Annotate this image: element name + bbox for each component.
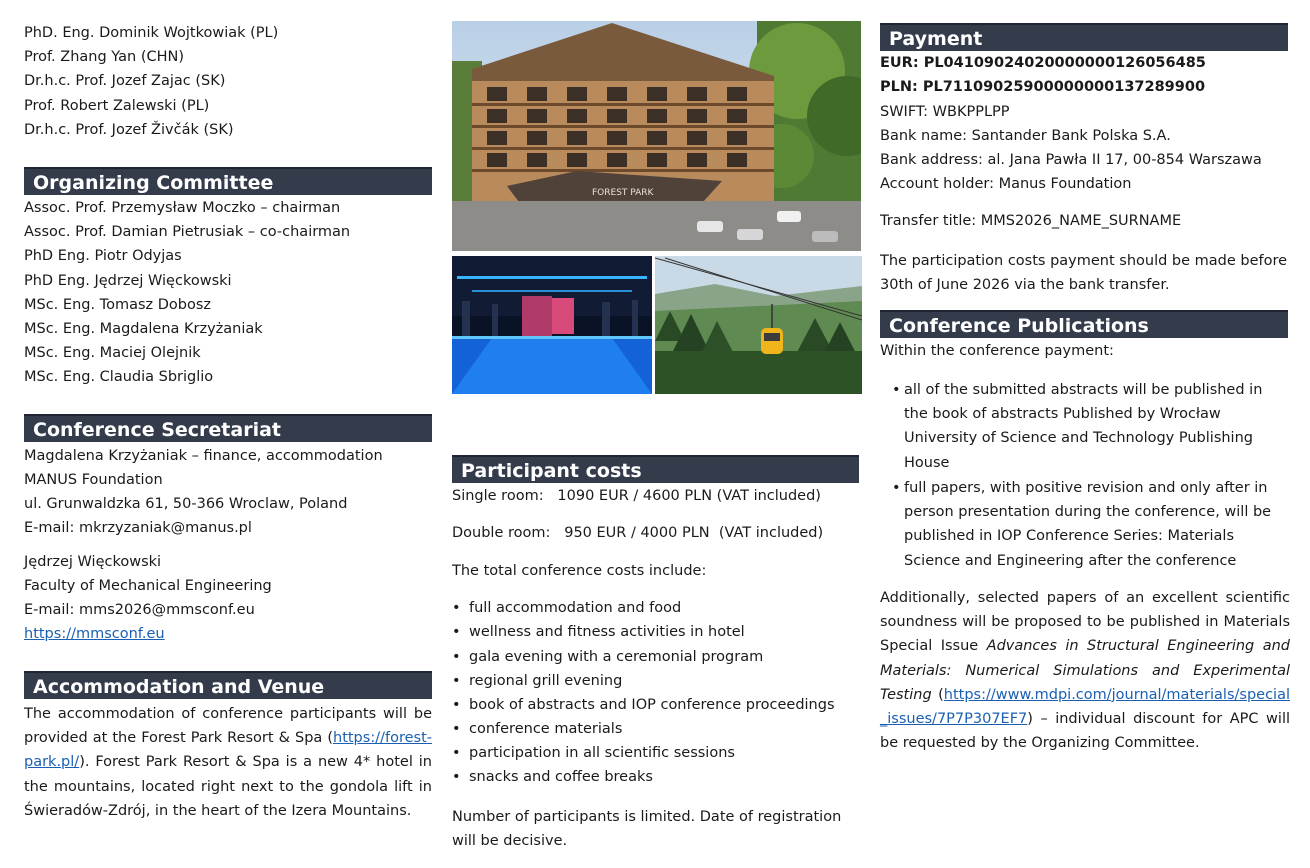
secretariat-contact-name: Magdalena Krzyżaniak – finance, accommodation [24,448,383,464]
participant-costs-heading: Participant costs [452,455,859,483]
additional-publication-text: Additionally, selected papers of an excellent scientific soundness will be proposed to be published in Materials Special Issue Advances in Structural Engineering and Materials: Numerical Simulations and Experimental Testing (https://www.mdpi.com/journal/materials/special_issues/7P7P307EF7) – individual discount for APC will be requested by the Organizing Committee. [880,590,1290,752]
scientific-member: Dr.h.c. Prof. Jozef Zajac (SK) [24,73,226,89]
costs-include-intro: The total conference costs include: [452,563,707,579]
organizing-member: MSc. Eng. Tomasz Dobosz [24,297,212,313]
hotel-photo [452,21,861,251]
scientific-member: Dr.h.c. Prof. Jozef Živčák (SK) [24,122,234,138]
organizing-member: MSc. Eng. Maciej Olejnik [24,345,201,361]
bank-name: Bank name: Santander Bank Polska S.A. [880,128,1171,144]
organizing-member: PhD Eng. Jędrzej Więckowski [24,273,232,289]
publications-heading: Conference Publications [880,310,1288,338]
publication-bullet: • full papers, with positive revision and only after in person presentation during the conference, will be published in IOP Conference Series: Materials Science and Engineering after the conference [904,476,1290,573]
hotel-sign: FOREST PARK [592,188,654,198]
secretariat-line: MANUS Foundation [24,472,163,488]
organizing-member: Assoc. Prof. Przemysław Moczko – chairman [24,200,341,216]
special-issue-title: Advances in Structural Engineering and Materials: Numerical Simulations and Experimental Testing [880,638,1290,703]
list-item: • participation in all scientific sessions [452,743,735,763]
organizing-member: MSc. Eng. Magdalena Krzyżaniak [24,321,263,337]
single-room-price: Single room: 1090 EUR / 4600 PLN (VAT included) [452,488,821,504]
mdpi-special-issue-link[interactable]: https://www.mdpi.com/journal/materials/special_issues/7P7P307EF7 [880,686,1290,728]
payment-heading: Payment [880,23,1288,51]
list-item: • wellness and fitness activities in hotel [452,622,745,642]
list-item: • full accommodation and food [452,598,681,618]
list-item: • snacks and coffee breaks [452,767,653,787]
organizing-member: Assoc. Prof. Damian Pietrusiak – co-chairman [24,224,351,240]
bank-address: Bank address: al. Jana Pawła II 17, 00-854 Warszawa [880,152,1262,168]
secretariat-email: E-mail: mms2026@mmsconf.eu [24,602,255,618]
scientific-member: Prof. Zhang Yan (CHN) [24,49,185,65]
account-holder: Account holder: Manus Foundation [880,176,1132,192]
secretariat-line: Faculty of Mechanical Engineering [24,578,272,594]
pln-account: PLN: PL71109025900000000137289900 [880,79,1206,95]
secretariat-line: Jędrzej Więckowski [24,554,162,570]
secretariat-email: E-mail: mkrzyzaniak@manus.pl [24,520,252,536]
list-item: • book of abstracts and IOP conference proceedings [452,695,835,715]
double-room-price: Double room: 950 EUR / 4000 PLN (VAT included) [452,525,824,541]
organizing-member: MSc. Eng. Claudia Sbriglio [24,369,214,385]
publications-intro: Within the conference payment: [880,343,1114,359]
accommodation-text: The accommodation of conference participants will be provided at the Forest Park Resort & Spa (https://forest-park.pl/). Forest Park Resort & Spa is a new 4* hotel in the mountains, located right next to the gondola lift in Świeradów-Zdrój, in the heart of the Izera Mountains. [24,706,432,819]
secretariat-heading: Conference Secretariat [24,414,432,442]
gondola-photo [655,256,862,394]
forest-park-link[interactable]: https://forest-park.pl/ [24,730,432,771]
website-link[interactable]: https://mmsconf.eu [24,626,165,642]
organizing-committee-heading: Organizing Committee [24,167,432,195]
pool-photo [452,256,652,394]
payment-deadline: The participation costs payment should be made before 30th of June 2026 via the bank transfer. [880,253,1288,293]
list-item: • gala evening with a ceremonial program [452,647,763,667]
secretariat-line: ul. Grunwaldzka 61, 50-366 Wroclaw, Poland [24,496,348,512]
accommodation-heading: Accommodation and Venue [24,671,432,699]
scientific-member: PhD. Eng. Dominik Wojtkowiak (PL) [24,25,279,41]
list-item: • conference materials [452,719,622,739]
list-item: • regional grill evening [452,671,622,691]
swift-code: SWIFT: WBKPPLPP [880,104,1010,120]
scientific-member: Prof. Robert Zalewski (PL) [24,98,210,114]
organizing-member: PhD Eng. Piotr Odyjas [24,248,182,264]
transfer-title: Transfer title: MMS2026_NAME_SURNAME [880,213,1182,229]
participants-note: Number of participants is limited. Date of registration will be decisive. [452,809,842,849]
publication-bullet: • all of the submitted abstracts will be published in the book of abstracts Published by Wrocław University of Science and Technology Publishing House [904,378,1290,475]
eur-account: EUR: PL04109024020000000126056485 [880,55,1206,71]
